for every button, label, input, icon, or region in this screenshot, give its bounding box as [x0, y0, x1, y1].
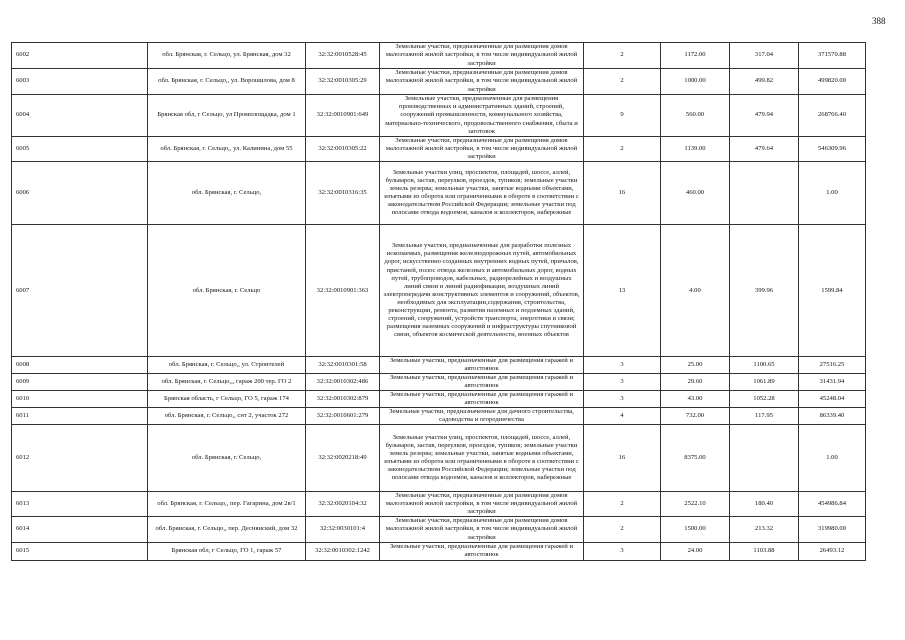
cadastral-value-cell: 27516.25: [799, 357, 866, 374]
cadastral-value-cell: 45248.04: [799, 391, 866, 408]
specific-value-cell: 1061.89: [730, 374, 799, 391]
area-cell: 8375.00: [661, 425, 730, 492]
cadastral-value-table: [11, 42, 866, 561]
area-cell: 1500.00: [661, 517, 730, 542]
cadastral-number-cell: 32:32:0030101:4: [306, 517, 380, 542]
specific-value-cell: 479.64: [730, 137, 799, 162]
specific-value-cell: 117.95: [730, 408, 799, 425]
land-use-cell: Земельные участки, предназначенные для размещения домов малоэтажной жилой застройки, в том числе индивидуальной жилой застройки: [380, 69, 584, 95]
specific-value-cell: 399.96: [730, 225, 799, 357]
table-row: [12, 542, 866, 560]
address-cell: обл. Брянская, г. Сельцо,, ул. Калинина, дом 55: [148, 137, 306, 162]
cadastral-value-cell: 31431.94: [799, 374, 866, 391]
address-cell: Брянская обл, г Сельцо, ГО 1, гараж 57: [148, 542, 306, 560]
group-cell: 3: [584, 374, 661, 391]
table-row: [12, 162, 866, 225]
table-row: [12, 374, 866, 391]
land-use-cell: Земельные участки, предназначенные для разработки полезных ископаемых, размещения железнодорожных путей, автомобильных дорог, искусственно созданных внутренних водных путей, причалов, пристаней, полос отвода железных и автомобильных дорог, водных путей, трубопроводов, кабельных, радиорелейных и воздушных линий связи и линий радиофикации, воздушных линий электропередачи конструктивных элементов и сооружений, объектов, необходимых для эксплуатации,содержания, строительства, реконструкции, ремонта, развития наземных и подземных зданий, строений, сооружений, устройств транспорта, энергетики и связи; размещения наземных сооружений и инфраструктуры спутниковой связи, объектов космической деятельности, военных объектов: [380, 225, 584, 357]
cadastral-number-cell: 32:32:0010901:363: [306, 225, 380, 357]
table-row: [12, 225, 866, 357]
specific-value-cell: 479.94: [730, 95, 799, 137]
table-row: [12, 492, 866, 517]
area-cell: 2522.10: [661, 492, 730, 517]
cadastral-value-cell: 268766.40: [799, 95, 866, 137]
table-row: [12, 357, 866, 374]
row-number-cell: 6012: [12, 425, 148, 492]
table-body: [12, 43, 866, 561]
group-cell: 16: [584, 425, 661, 492]
land-use-cell: Земельные участки, предназначенные для размещения гаражей и автостоянок: [380, 542, 584, 560]
table-row: [12, 43, 866, 69]
table-row: [12, 517, 866, 542]
land-use-cell: Земельные участки, предназначенные для размещения гаражей и автостоянок: [380, 374, 584, 391]
specific-value-cell: 213.32: [730, 517, 799, 542]
row-number-cell: 6005: [12, 137, 148, 162]
address-cell: обл. Брянская, г. Сельцо,: [148, 425, 306, 492]
group-cell: 3: [584, 391, 661, 408]
group-cell: 2: [584, 492, 661, 517]
address-cell: обл. Брянская, г. Сельцо,, снт 2, участок 272: [148, 408, 306, 425]
row-number-cell: 6013: [12, 492, 148, 517]
cadastral-number-cell: 32:32:0020104:32: [306, 492, 380, 517]
group-cell: 13: [584, 225, 661, 357]
specific-value-cell: 1052.28: [730, 391, 799, 408]
row-number-cell: 6003: [12, 69, 148, 95]
row-number-cell: 6014: [12, 517, 148, 542]
cadastral-number-cell: 32:32:0010528:45: [306, 43, 380, 69]
cadastral-value-cell: 371570.88: [799, 43, 866, 69]
cadastral-value-cell: 1.00: [799, 162, 866, 225]
land-use-cell: Земельные участки, предназначенные для размещения домов малоэтажной жилой застройки, в том числе индивидуальной жилой застройки: [380, 517, 584, 542]
specific-value-cell: 317.04: [730, 43, 799, 69]
area-cell: 732.00: [661, 408, 730, 425]
address-cell: Брянская область, г Сельцо, ГО 5, гараж 174: [148, 391, 306, 408]
row-number-cell: 6007: [12, 225, 148, 357]
cadastral-number-cell: 32:32:0010601:279: [306, 408, 380, 425]
table-row: [12, 425, 866, 492]
table-row: [12, 391, 866, 408]
address-cell: обл. Брянская, г. Сельцо: [148, 225, 306, 357]
address-cell: обл. Брянская, г. Сельцо,, ул. Ворошилова, дом 8: [148, 69, 306, 95]
row-number-cell: 6009: [12, 374, 148, 391]
area-cell: 25.00: [661, 357, 730, 374]
land-use-cell: Земельные участки, предназначенные для дачного строительства, садоводства и огородничества: [380, 408, 584, 425]
area-cell: 4.00: [661, 225, 730, 357]
address-cell: обл. Брянская, г. Сельцо,, пер. Деснянский, дом 32: [148, 517, 306, 542]
group-cell: 9: [584, 95, 661, 137]
row-number-cell: 6006: [12, 162, 148, 225]
page-number: 388: [872, 16, 886, 26]
group-cell: 3: [584, 542, 661, 560]
table-row: [12, 137, 866, 162]
area-cell: 1139.00: [661, 137, 730, 162]
row-number-cell: 6008: [12, 357, 148, 374]
cadastral-value-cell: 1599.84: [799, 225, 866, 357]
group-cell: 4: [584, 408, 661, 425]
cadastral-value-cell: 454986.84: [799, 492, 866, 517]
land-use-cell: Земельные участки улиц, проспектов, площадей, шоссе, аллей, бульваров, застав, переулков, проездов, тупиков; земельные участки земель резерва; земельные участки, занятые водными объектами, изъятыми из оборота или ограниченными в обороте в соответствии с законодательством Российской Федерации; земельные участки под полосами отвода водоемов, каналов и коллекторов, набережные: [380, 425, 584, 492]
cadastral-number-cell: 32:32:0010305:22: [306, 137, 380, 162]
cadastral-number-cell: 32:32:0010301:58: [306, 357, 380, 374]
area-cell: 560.00: [661, 95, 730, 137]
cadastral-number-cell: 32:32:0020218:49: [306, 425, 380, 492]
group-cell: 3: [584, 357, 661, 374]
group-cell: 2: [584, 137, 661, 162]
row-number-cell: 6015: [12, 542, 148, 560]
specific-value-cell: 1100.65: [730, 357, 799, 374]
area-cell: 24.00: [661, 542, 730, 560]
cadastral-number-cell: 32:32:0010901:649: [306, 95, 380, 137]
address-cell: обл. Брянская, г. Сельцо, ул. Брянская, дом 32: [148, 43, 306, 69]
area-cell: 1172.00: [661, 43, 730, 69]
land-use-cell: Земельные участки, предназначенные для размещения гаражей и автостоянок: [380, 357, 584, 374]
cadastral-number-cell: 32:32:0010302:879: [306, 391, 380, 408]
cadastral-number-cell: 32:32:0010302:1242: [306, 542, 380, 560]
group-cell: 16: [584, 162, 661, 225]
area-cell: 29.60: [661, 374, 730, 391]
specific-value-cell: 180.40: [730, 492, 799, 517]
table-row: [12, 95, 866, 137]
cadastral-value-cell: 26493.12: [799, 542, 866, 560]
table-row: [12, 408, 866, 425]
address-cell: Брянская обл, г Сельцо, ул Промплощадка, дом 1: [148, 95, 306, 137]
group-cell: 2: [584, 43, 661, 69]
table-row: [12, 69, 866, 95]
land-use-cell: Земельные участки, предназначенные для размещения гаражей и автостоянок: [380, 391, 584, 408]
group-cell: 2: [584, 517, 661, 542]
area-cell: 1000.00: [661, 69, 730, 95]
land-use-cell: Земельные участки, предназначенные для размещения домов малоэтажной жилой застройки, в том числе индивидуальной жилой застройки: [380, 137, 584, 162]
cadastral-value-cell: 86339.40: [799, 408, 866, 425]
land-use-cell: Земельные участки, предназначенные для размещения производственных и административных зданий, строений, сооружений промышленности, коммунального хозяйства, материально-технического, продовольственного снабжения, сбыта и заготовок: [380, 95, 584, 137]
row-number-cell: 6010: [12, 391, 148, 408]
address-cell: обл. Брянская, г. Сельцо,, пер. Гагарина, дом 2в/1: [148, 492, 306, 517]
specific-value-cell: [730, 425, 799, 492]
cadastral-value-cell: 546309.96: [799, 137, 866, 162]
specific-value-cell: 1103.88: [730, 542, 799, 560]
cadastral-number-cell: 32:32:0010305:29: [306, 69, 380, 95]
cadastral-number-cell: 32:32:0010316:35: [306, 162, 380, 225]
land-use-cell: Земельные участки улиц, проспектов, площадей, шоссе, аллей, бульваров, застав, переулков, проездов, тупиков; земельные участки земель резерва; земельные участки, занятые водными объектами, изъятыми из оборота или ограниченными в обороте в соответствии с законодательством Российской Федерации; земельные участки под полосами отвода водоемов, каналов и коллекторов, набережные: [380, 162, 584, 225]
land-use-cell: Земельные участки, предназначенные для размещения домов малоэтажной жилой застройки, в том числе индивидуальной жилой застройки: [380, 43, 584, 69]
address-cell: обл. Брянская, г. Сельцо,: [148, 162, 306, 225]
cadastral-value-cell: 499820.00: [799, 69, 866, 95]
land-use-cell: Земельные участки, предназначенные для размещения домов малоэтажной жилой застройки, в том числе индивидуальной жилой застройки: [380, 492, 584, 517]
specific-value-cell: 499.82: [730, 69, 799, 95]
address-cell: обл. Брянская, г. Сельцо,,, гараж 200 тер. ГО 2: [148, 374, 306, 391]
row-number-cell: 6011: [12, 408, 148, 425]
cadastral-value-cell: 319980.00: [799, 517, 866, 542]
row-number-cell: 6002: [12, 43, 148, 69]
area-cell: 460.00: [661, 162, 730, 225]
specific-value-cell: [730, 162, 799, 225]
row-number-cell: 6004: [12, 95, 148, 137]
address-cell: обл. Брянская, г. Сельцо,, ул. Строителей: [148, 357, 306, 374]
cadastral-number-cell: 32:32:0010302:486: [306, 374, 380, 391]
group-cell: 2: [584, 69, 661, 95]
cadastral-value-cell: 1.00: [799, 425, 866, 492]
area-cell: 43.00: [661, 391, 730, 408]
